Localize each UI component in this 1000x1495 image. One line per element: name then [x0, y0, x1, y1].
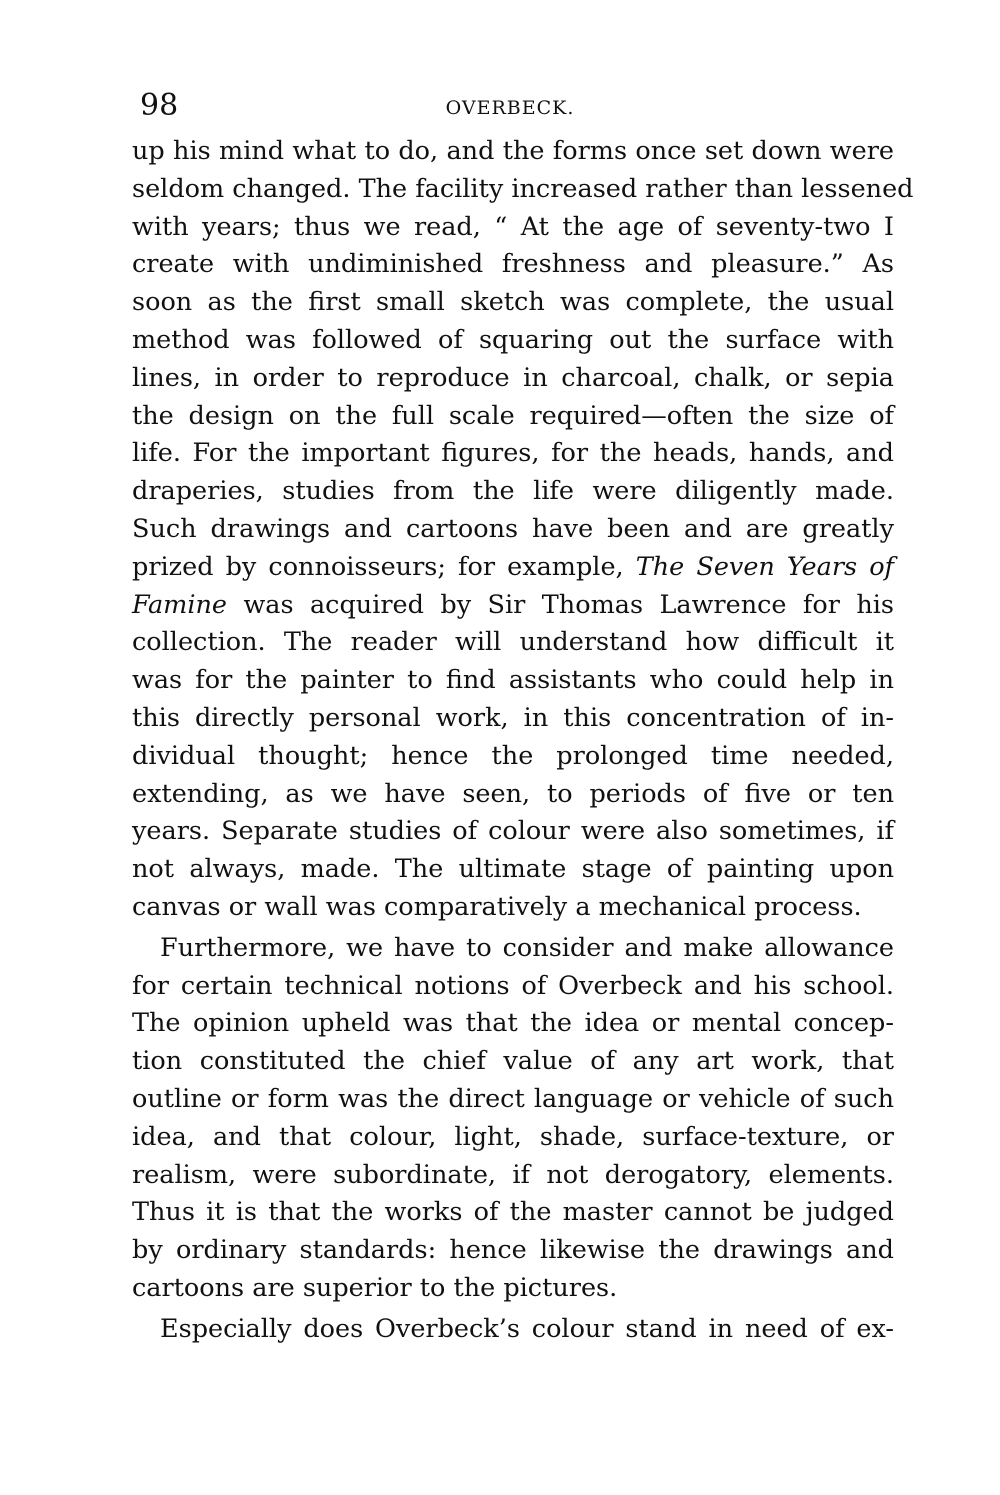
text-line: canvas or wall was comparatively a mechanical process. — [132, 892, 862, 922]
text-line: was for the painter to find assistants who could help in — [132, 665, 894, 696]
text-line: cartoons are superior to the pictures. — [132, 1273, 618, 1303]
text-line: up his mind what to do, and the forms once set down were — [132, 136, 894, 166]
text-line: create with undiminished freshness and pleasure.” As — [132, 249, 894, 280]
text-line: Famine was acquired by Sir Thomas Lawrence for his — [132, 589, 894, 620]
text-line: collection. The reader will understand how difficult it — [132, 627, 894, 658]
text-line: method was followed of squaring out the surface with — [132, 325, 894, 355]
text-line: Furthermore, we have to consider and make allowance — [160, 932, 894, 963]
text-line: by ordinary standards: hence likewise the drawings and — [132, 1235, 894, 1266]
text-line: Especially does Overbeck’s colour stand in need of ex- — [160, 1313, 894, 1344]
text-line: extending, as we have seen, to periods of five or ten — [132, 778, 894, 809]
running-head: OVERBECK. — [445, 97, 575, 119]
text-line: realism, were subordinate, if not derogatory, elements. — [132, 1159, 894, 1190]
text-line: idea, and that colour, light, shade, surface-texture, or — [132, 1121, 894, 1152]
text-line: The opinion upheld was that the idea or mental concep- — [132, 1008, 894, 1039]
text-line: outline or form was the direct language or vehicle of such — [132, 1084, 894, 1114]
page-number: 98 — [140, 88, 179, 123]
text-line: years. Separate studies of colour were also sometimes, if — [132, 816, 894, 847]
text-line: life. For the important figures, for the heads, hands, and — [132, 438, 894, 469]
text-line: Thus it is that the works of the master cannot be judged — [132, 1197, 894, 1228]
text-line: seldom changed. The facility increased rather than lessened — [132, 173, 914, 204]
text-line: Such drawings and cartoons have been and are greatly — [132, 514, 894, 544]
text-line: not always, made. The ultimate stage of painting upon — [132, 854, 894, 885]
text-line: for certain technical notions of Overbeck and his school. — [132, 970, 894, 1001]
text-line: draperies, studies from the life were diligently made. — [132, 476, 894, 507]
text-line: the design on the full scale required—often the size of — [132, 400, 894, 431]
text-line: lines, in order to reproduce in charcoal, chalk, or sepia — [132, 362, 894, 393]
text-line: with years; thus we read, “ At the age of seventy-two I — [132, 211, 894, 242]
text-line: tion constituted the chief value of any art work, that — [132, 1046, 894, 1077]
text-line: prized by connoisseurs; for example, The Seven Years of — [132, 551, 894, 582]
text-line: this directly personal work, in this concentration of in- — [132, 703, 894, 733]
text-line: soon as the first small sketch was complete, the usual — [132, 287, 894, 318]
text-line: dividual thought; hence the prolonged time needed, — [132, 740, 894, 771]
